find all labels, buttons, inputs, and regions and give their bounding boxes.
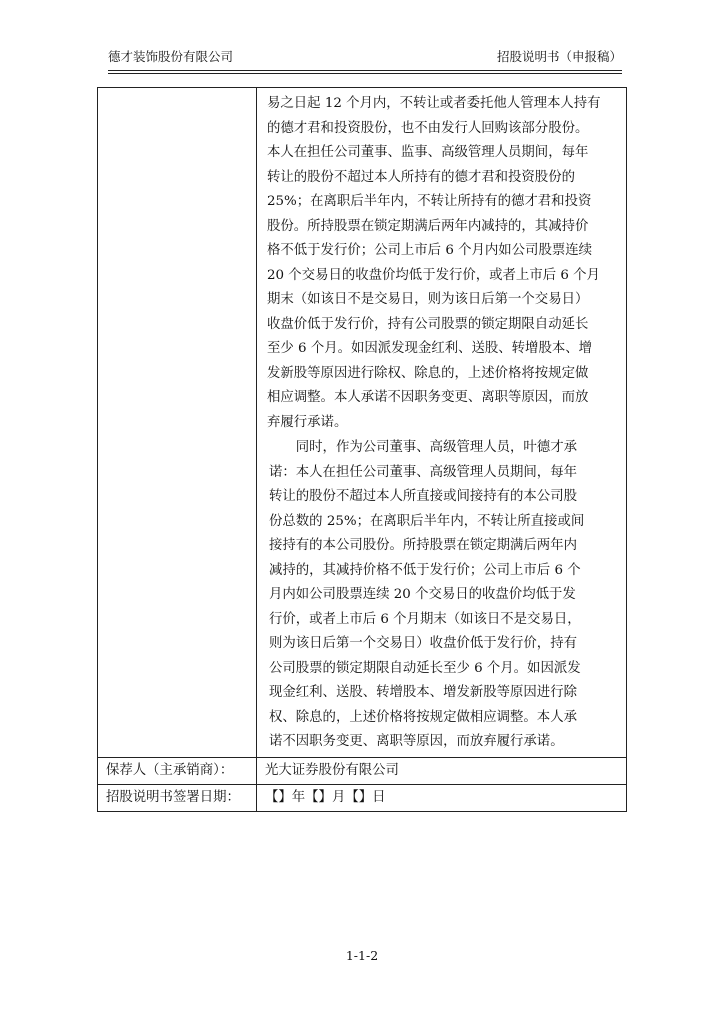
text-line: 公司股票的锁定期限自动延长至少 6 个月。如因派发 [269,660,581,676]
text-line: 同时，作为公司董事、高级管理人员，叶德才承 [269,440,577,455]
page-header [108,48,622,71]
text-line: 易之日起 12 个月内，不转让或者委托他人管理本人持有 [267,96,601,111]
text-line: 月内如公司股票连续 20 个交易日的收盘价均低于发 [269,587,576,602]
header-company-name: 德才装饰股份有限公司 [108,49,234,64]
text-line: 转让的股份不超过本人所直接或间接持有的本公司股 [269,489,577,504]
text-line: 期末（如该日不是交易日，则为该日后第一个交易日） [267,292,589,307]
text-line: 则为该日后第一个交易日）收盘价低于发行价，持有 [269,636,577,651]
text-line: 至少 6 个月。如因派发现金红利、送股、转增股本、增 [267,341,593,356]
text-line: 转让的股份不超过本人所持有的德才君和投资股份的 [267,169,575,185]
text-line: 20 个交易日的收盘价均低于发行价，或者上市后 6 个月 [267,267,600,283]
text-line: 减持的，其减持价格不低于发行价；公司上市后 6 个 [269,562,581,578]
header-rule [108,73,622,74]
text-line: 的德才君和投资股份，也不由发行人回购该部分股份。 [267,120,589,136]
commitment-label-cell [98,88,257,758]
page-number: 1-1-2 [345,948,379,963]
sign-date-row [98,784,627,811]
text-line: 接持有的本公司股份。所持股票在锁定期满后两年内 [269,538,577,553]
text-line: 份总数的 25%；在离职后半年内，不转让所直接或间 [269,513,585,529]
sponsor-row [98,757,627,784]
text-line: 弃履行承诺。 [267,414,348,430]
text-line: 相应调整。本人承诺不因职务变更、离职等原因，而放 [267,390,589,405]
text-line: 现金红利、送股、转增股本、增发新股等原因进行除 [269,685,577,700]
text-line: 行价，或者上市后 6 个月期末（如该日不是交易日， [269,611,581,627]
sponsor-label: 保荐人（主承销商）： [98,757,257,784]
text-line: 诺不因职务变更、离职等原因，而放弃履行承诺。 [269,734,564,749]
text-line: 权、除息的，上述价格将按规定做相应调整。本人承 [269,709,577,725]
text-line: 股份。所持股票在锁定期满后两年内减持的，其减持价 [267,218,589,234]
commitment-paragraph-1 [267,92,618,435]
header-document-title: 招股说明书（申报稿） [496,49,622,64]
text-line: 25%；在离职后半年内，不转让所持有的德才君和投资 [267,194,592,209]
sign-date-label: 招股说明书签署日期： [98,784,257,811]
prospectus-table [97,87,627,812]
commitment-text-cell [257,88,627,758]
commitment-row [98,88,627,758]
text-line: 收盘价低于发行价，持有公司股票的锁定期限自动延长 [267,316,589,332]
text-line: 本人在担任公司董事、监事、高级管理人员期间，每年 [267,145,589,160]
text-line: 发新股等原因进行除权、除息的，上述价格将按规定做 [267,365,589,381]
text-line: 格不低于发行价；公司上市后 6 个月内如公司股票连续 [267,243,593,258]
text-line: 诺：本人在担任公司董事、高级管理人员期间，每年 [269,464,577,480]
sign-date-value: 【】年【】月【】日 [257,784,627,811]
commitment-paragraph-2 [267,436,618,755]
sponsor-value: 光大证券股份有限公司 [257,757,627,784]
